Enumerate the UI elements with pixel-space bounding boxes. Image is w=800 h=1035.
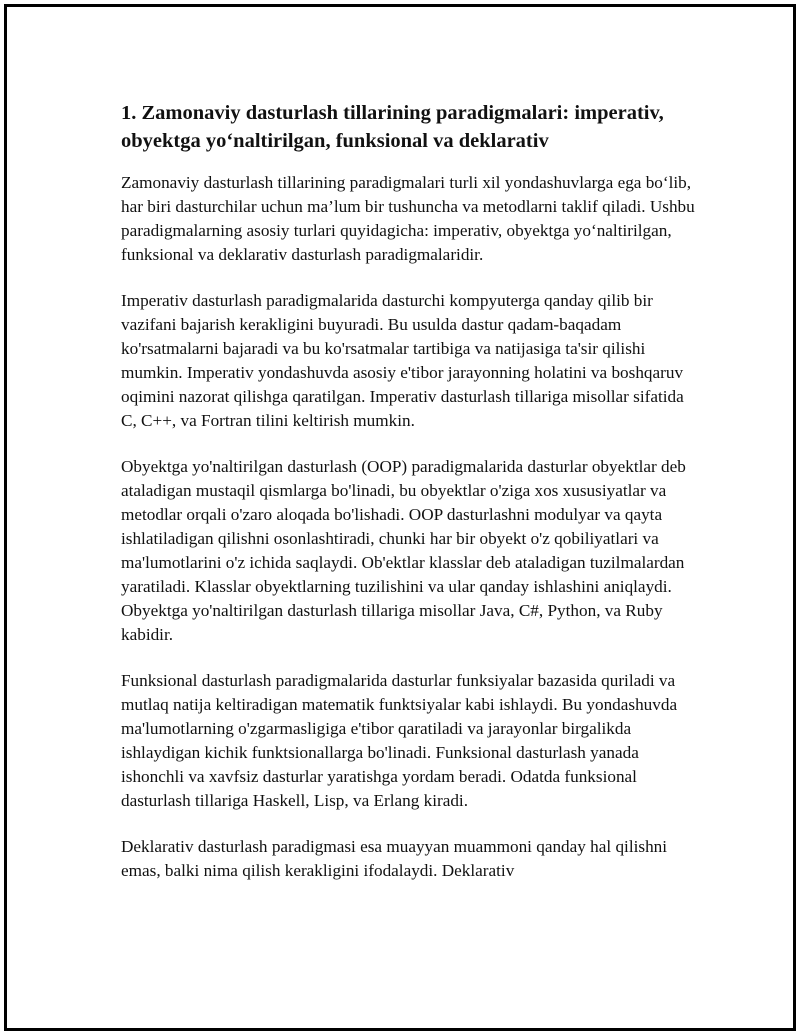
document-body bbox=[121, 99, 701, 905]
section-heading: 1. Zamonaviy dasturlash tillarining paradigmalari: imperativ, obyektga yo‘naltirilgan, funksional va deklarativ bbox=[121, 102, 664, 152]
paragraph-oop: Obyektga yo'naltirilgan dasturlash (OOP) paradigmalarida dasturlar obyektlar deb ataladigan mustaqil qismlarga bo'linadi, bu obyektlar o'ziga xos xususiyatlar va metodlar orqali o'zaro aloqada bo'lishadi. OOP dasturlashni modulyar va qayta ishlatiladigan qilishni osonlashtiradi, chunki har bir obyekt o'z qobiliyatlari va ma'lumotlarini o'z ichida saqlaydi. Ob'ektlar klasslar deb ataladigan tuzilmalardan yaratiladi. Klasslar obyektlarning tuzilishini va ular qanday ishlashini aniqlaydi. Obyektga yo'naltirilgan dasturlash tillariga misollar Java, C#, Python, va Ruby kabidir. bbox=[121, 457, 686, 644]
page-frame bbox=[4, 4, 796, 1031]
paragraph-imperative: Imperativ dasturlash paradigmalarida dasturchi kompyuterga qanday qilib bir vazifani bajarish kerakligini buyuradi. Bu usulda dastur qadam-baqadam ko'rsatmalarni bajaradi va bu ko'rsatmalar tartibiga va natijasiga ta'sir qilishi mumkin. Imperativ yondashuvda asosiy e'tibor jarayonning holatini va boshqaruv oqimini nazorat qilishga qaratilgan. Imperativ dasturlash tillariga misollar sifatida C, C++, va Fortran tilini keltirish mumkin. bbox=[121, 291, 684, 430]
paragraph-declarative: Deklarativ dasturlash paradigmasi esa muayyan muammoni qanday hal qilishni emas, balki nima qilish kerakligini ifodalaydi. Deklarativ bbox=[121, 837, 668, 880]
paragraph-intro: Zamonaviy dasturlash tillarining paradigmalari turli xil yondashuvlarga ega bo‘lib, har biri dasturchilar uchun ma’lum bir tushuncha va metodlarni taklif qiladi. Ushbu paradigmalarning asosiy turlari quyidagicha: imperativ, obyektga yo‘naltirilgan, funksional va deklarativ dasturlash paradigmalaridir. bbox=[121, 173, 695, 264]
paragraph-functional: Funksional dasturlash paradigmalarida dasturlar funksiyalar bazasida quriladi va mutlaq natija keltiradigan matematik funktsiyalar kabi ishlaydi. Bu yondashuvda ma'lumotlarning o'zgarmasligiga e'tibor qaratiladi va jarayonlar birgalikda ishlaydigan kichik funktsionallarga bo'linadi. Funksional dasturlash yanada ishonchli va xavfsiz dasturlar yaratishga yordam beradi. Odatda funksional dasturlash tillariga Haskell, Lisp, va Erlang kiradi. bbox=[121, 671, 678, 810]
